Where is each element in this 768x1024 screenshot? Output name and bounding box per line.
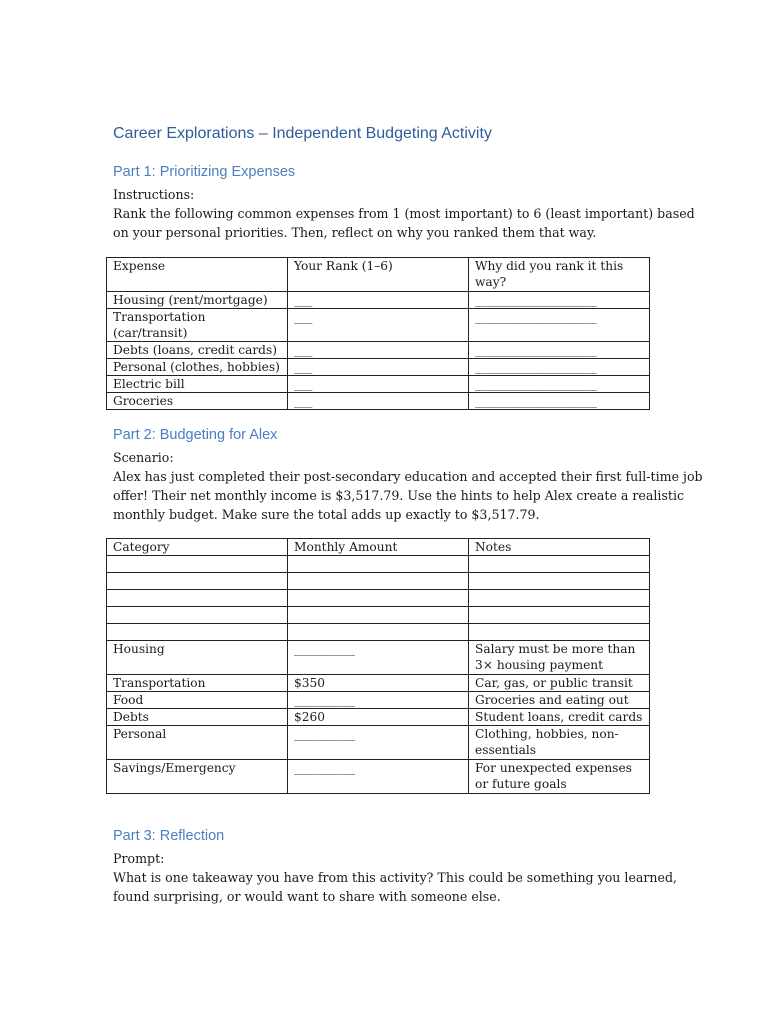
why-blank[interactable]: ____________________ bbox=[469, 359, 650, 376]
table-row bbox=[107, 376, 650, 393]
expense-ranking-table bbox=[106, 257, 650, 410]
notes-cell: Clothing, hobbies, non-essentials bbox=[469, 726, 650, 760]
empty-row bbox=[107, 573, 650, 590]
rank-blank[interactable]: ___ bbox=[288, 309, 469, 342]
rank-blank[interactable]: ___ bbox=[288, 376, 469, 393]
empty-cell[interactable] bbox=[469, 624, 650, 641]
empty-cell[interactable] bbox=[469, 556, 650, 573]
column-header-notes: Notes bbox=[469, 539, 650, 556]
amount-cell[interactable]: __________ bbox=[288, 641, 469, 675]
document-title: Career Explorations – Independent Budgeting Activity bbox=[113, 125, 492, 142]
table-header-row bbox=[107, 539, 650, 556]
empty-cell[interactable] bbox=[288, 590, 469, 607]
table-row bbox=[107, 692, 650, 709]
category-cell: Personal bbox=[107, 726, 288, 760]
empty-row bbox=[107, 590, 650, 607]
rank-blank[interactable]: ___ bbox=[288, 393, 469, 410]
empty-cell[interactable] bbox=[107, 590, 288, 607]
table-row bbox=[107, 760, 650, 794]
table-row bbox=[107, 641, 650, 675]
column-header-category: Category bbox=[107, 539, 288, 556]
category-cell: Housing bbox=[107, 641, 288, 675]
amount-cell[interactable]: __________ bbox=[288, 760, 469, 794]
category-cell: Food bbox=[107, 692, 288, 709]
column-header-monthly-amount: Monthly Amount bbox=[288, 539, 469, 556]
notes-cell: Groceries and eating out bbox=[469, 692, 650, 709]
amount-cell[interactable]: __________ bbox=[288, 726, 469, 760]
part3-prompt-label: Prompt: bbox=[113, 851, 165, 866]
table-row bbox=[107, 359, 650, 376]
amount-cell[interactable]: $260 bbox=[288, 709, 469, 726]
part2-scenario-label: Scenario: bbox=[113, 450, 174, 465]
expense-cell: Groceries bbox=[107, 393, 288, 410]
empty-cell[interactable] bbox=[288, 607, 469, 624]
part2-heading: Part 2: Budgeting for Alex bbox=[113, 427, 278, 443]
empty-cell[interactable] bbox=[107, 556, 288, 573]
table-row bbox=[107, 675, 650, 692]
why-blank[interactable]: ____________________ bbox=[469, 376, 650, 393]
part2-scenario-line2: offer! Their net monthly income is $3,517.79. Use the hints to help Alex create a realistic bbox=[113, 488, 685, 503]
budget-table bbox=[106, 538, 650, 794]
empty-cell[interactable] bbox=[469, 573, 650, 590]
notes-cell: Salary must be more than 3× housing payment bbox=[469, 641, 650, 675]
expense-cell: Electric bill bbox=[107, 376, 288, 393]
amount-cell[interactable]: __________ bbox=[288, 692, 469, 709]
column-header-why: Why did you rank it this way? bbox=[469, 258, 650, 292]
part3-heading: Part 3: Reflection bbox=[113, 828, 225, 844]
table-row bbox=[107, 709, 650, 726]
part3-prompt-line2: found surprising, or would want to share with someone else. bbox=[113, 889, 501, 904]
part2-scenario-line3: monthly budget. Make sure the total adds up exactly to $3,517.79. bbox=[113, 507, 540, 522]
category-cell: Debts bbox=[107, 709, 288, 726]
empty-cell[interactable] bbox=[107, 607, 288, 624]
column-header-rank: Your Rank (1–6) bbox=[288, 258, 469, 292]
rank-blank[interactable]: ___ bbox=[288, 359, 469, 376]
why-blank[interactable]: ____________________ bbox=[469, 393, 650, 410]
empty-cell[interactable] bbox=[288, 573, 469, 590]
part1-heading: Part 1: Prioritizing Expenses bbox=[113, 164, 296, 180]
expense-cell: Debts (loans, credit cards) bbox=[107, 342, 288, 359]
empty-cell[interactable] bbox=[288, 624, 469, 641]
table-row bbox=[107, 726, 650, 760]
table-row bbox=[107, 342, 650, 359]
column-header-expense: Expense bbox=[107, 258, 288, 292]
part2-scenario-line1: Alex has just completed their post-secondary education and accepted their first full-time job bbox=[113, 469, 703, 484]
category-cell: Transportation bbox=[107, 675, 288, 692]
table-header-row bbox=[107, 258, 650, 292]
why-blank[interactable]: ____________________ bbox=[469, 292, 650, 309]
empty-cell[interactable] bbox=[469, 590, 650, 607]
rank-blank[interactable]: ___ bbox=[288, 342, 469, 359]
part3-prompt-line1: What is one takeaway you have from this activity? This could be something you learned, bbox=[113, 870, 678, 885]
rank-blank[interactable]: ___ bbox=[288, 292, 469, 309]
expense-cell: Transportation (car/transit) bbox=[107, 309, 288, 342]
category-cell: Savings/Emergency bbox=[107, 760, 288, 794]
table-row bbox=[107, 292, 650, 309]
why-blank[interactable]: ____________________ bbox=[469, 309, 650, 342]
empty-cell[interactable] bbox=[107, 624, 288, 641]
notes-cell: For unexpected expenses or future goals bbox=[469, 760, 650, 794]
notes-cell: Student loans, credit cards bbox=[469, 709, 650, 726]
expense-cell: Housing (rent/mortgage) bbox=[107, 292, 288, 309]
empty-cell[interactable] bbox=[107, 573, 288, 590]
empty-row bbox=[107, 607, 650, 624]
table-row bbox=[107, 393, 650, 410]
why-blank[interactable]: ____________________ bbox=[469, 342, 650, 359]
table-row bbox=[107, 309, 650, 342]
empty-row bbox=[107, 556, 650, 573]
part1-instructions-line2: on your personal priorities. Then, reflect on why you ranked them that way. bbox=[113, 225, 597, 240]
expense-cell: Personal (clothes, hobbies) bbox=[107, 359, 288, 376]
amount-cell[interactable]: $350 bbox=[288, 675, 469, 692]
empty-row bbox=[107, 624, 650, 641]
part1-instructions-line1: Rank the following common expenses from 1 (most important) to 6 (least important) based bbox=[113, 206, 695, 221]
empty-cell[interactable] bbox=[469, 607, 650, 624]
part1-instructions-label: Instructions: bbox=[113, 187, 195, 202]
notes-cell: Car, gas, or public transit bbox=[469, 675, 650, 692]
empty-cell[interactable] bbox=[288, 556, 469, 573]
